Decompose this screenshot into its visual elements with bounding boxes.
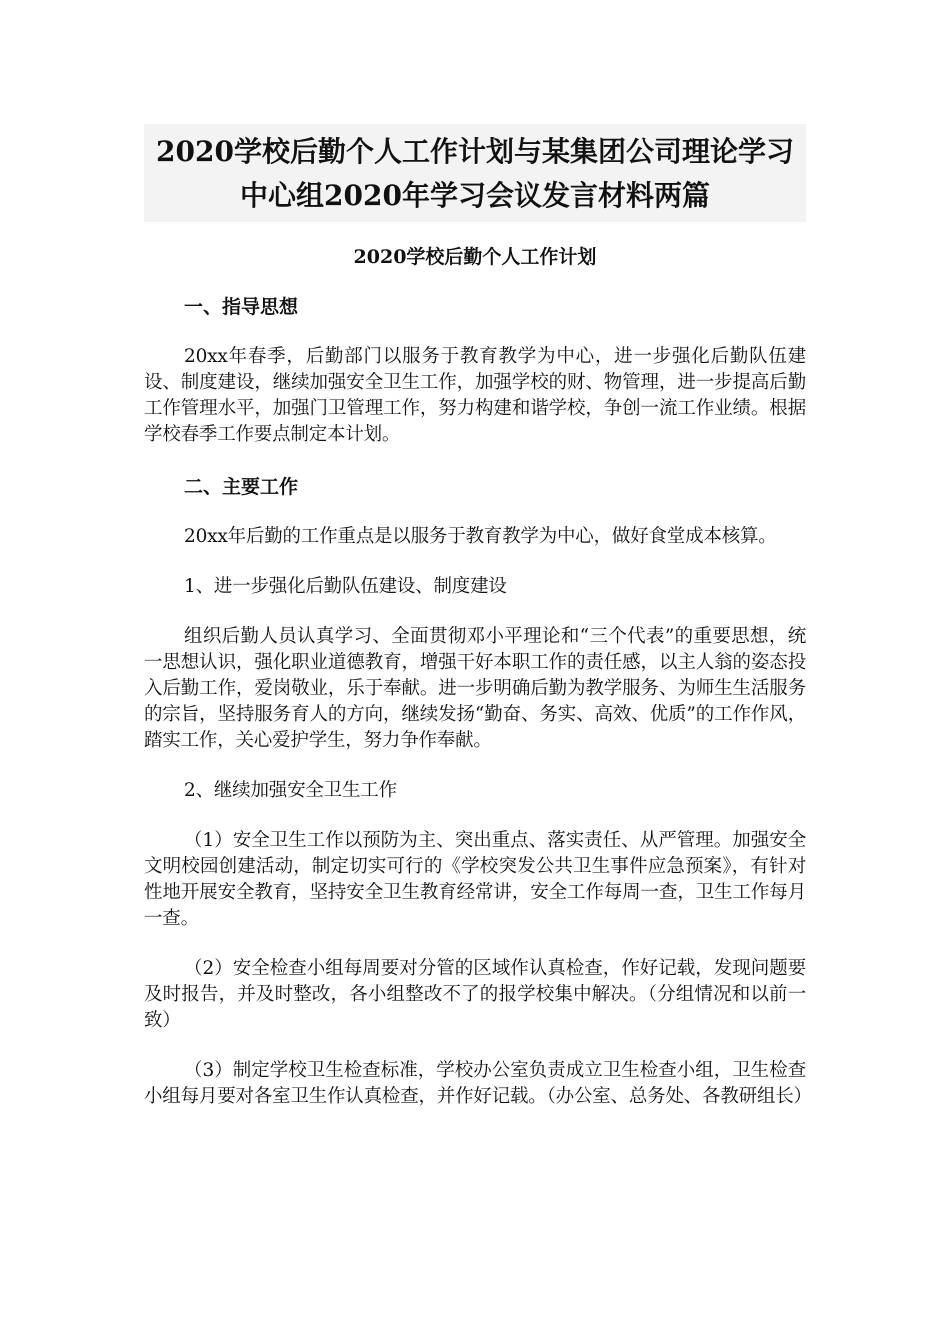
item-1-paragraph: 组织后勤人员认真学习、全面贯彻邓小平理论和“三个代表”的重要思想，统一思想认识，强化职业道德教育，增强干好本职工作的责任感，以主人翁的姿态投入后勤工作，爱岗敬业，乐于奉献。进一步明确后勤为教学服务、为师生生活服务的宗旨，坚持服务育人的方向，继续发扬“勤奋、务实、高效、优质”的工作作风，踏实工作，关心爱护学生，努力争作奉献。 <box>144 626 806 751</box>
item-2-subitem-1: （1）安全卫生工作以预防为主、突出重点、落实责任、从严管理。加强安全文明校园创建活动，制定切实可行的《学校突发公共卫生事件应急预案》，有针对性地开展安全教育，坚持安全卫生教育经常讲，安全工作每周一查，卫生工作每月一查。 <box>144 830 806 929</box>
section-2-paragraph: 20xx年后勤的工作重点是以服务于教育教学为中心，做好食堂成本核算。 <box>184 526 777 547</box>
document-title-line-1: 2020学校后勤个人工作计划与某集团公司理论学习 <box>156 135 794 168</box>
document-title-box <box>144 124 806 222</box>
document-title-line-2: 中心组2020年学习会议发言材料两篇 <box>240 179 710 212</box>
section-1-paragraph: 20xx年春季，后勤部门以服务于教育教学为中心，进一步强化后勤队伍建设、制度建设，继续加强安全卫生工作，加强学校的财、物管理，进一步提高后勤工作管理水平，加强门卫管理工作，努力构建和谐学校，争创一流工作业绩。根据学校春季工作要点制定本计划。 <box>144 346 806 445</box>
document-body <box>144 236 812 1134</box>
document-subtitle: 2020学校后勤个人工作计划 <box>353 246 597 268</box>
item-2-subitem-3: （3）制定学校卫生检查标准，学校办公室负责成立卫生检查小组，卫生检查小组每月要对各室卫生作认真检查，并作好记载。（办公室、总务处、各教研组长） <box>144 1060 812 1107</box>
item-2-subitem-2: （2）安全检查小组每周要对分管的区域作认真检查，作好记载，发现问题要及时报告，并及时整改，各小组整改不了的报学校集中解决。（分组情况和以前一致） <box>144 958 806 1031</box>
section-2-heading: 二、主要工作 <box>184 476 299 498</box>
item-1-title: 1、进一步强化后勤队伍建设、制度建设 <box>184 576 507 597</box>
section-1-heading: 一、指导思想 <box>184 296 299 318</box>
item-2-title: 2、继续加强安全卫生工作 <box>184 780 397 801</box>
